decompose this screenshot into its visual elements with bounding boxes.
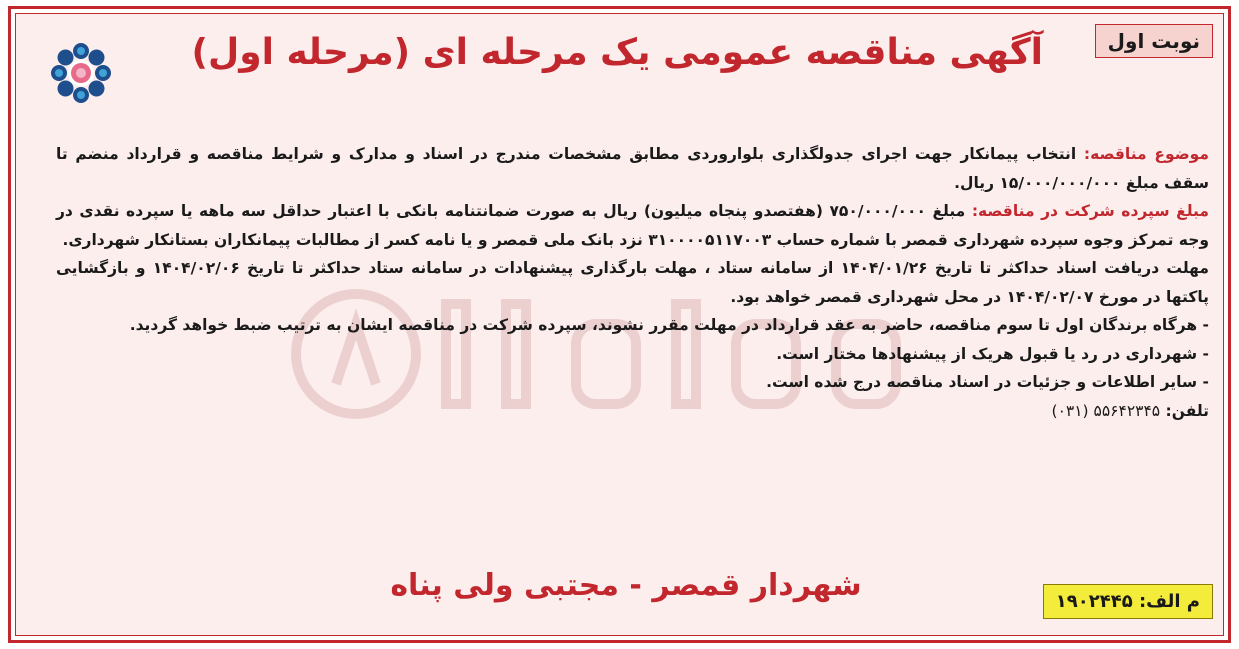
note-winners: - هرگاه برندگان اول تا سوم مناقصه، حاضر به عقد قرارداد در مهلت مقرر نشوند، سپرده شرکت در مناقصه ایشان به ترتیب ضبط خواهد گردید. (129, 316, 1209, 334)
phone-value: ۵۵۶۴۲۳۴۵ (۰۳۱) (1051, 401, 1161, 420)
phone-label: تلفن: (1165, 401, 1209, 420)
round-badge: نوبت اول (1095, 24, 1213, 58)
page-title: آگهی مناقصه عمومی یک مرحله ای (مرحله اول) (191, 32, 1043, 73)
municipality-logo-icon (46, 38, 116, 108)
deposit-label: مبلغ سپرده شرکت در مناقصه: (971, 202, 1209, 220)
note-rights: - شهرداری در رد یا قبول هریک از پیشنهادها مختار است. (776, 344, 1209, 363)
notice-panel (15, 13, 1224, 636)
subject-label: موضوع مناقصه: (1083, 145, 1209, 163)
code-badge: م الف: ۱۹۰۲۴۴۵ (1043, 584, 1213, 619)
notice-body (56, 140, 1209, 425)
signature: شهردار قمصر - مجتبی ولی پناه (390, 568, 862, 603)
notice-frame (8, 6, 1231, 643)
deposit-paragraph (56, 197, 1209, 254)
phone-line (56, 397, 1209, 426)
deposit-text: مبلغ ۷۵۰/۰۰۰/۰۰۰ (هفتصدو پنجاه میلیون) ریال به صورت ضمانتنامه بانکی با اعتبار حداقل سه ماهه یا سپرده نقدی در وجه تمرکز وجوه سپرده شهرداری قمصر با شماره حساب ۳۱۰۰۰۰۵۱۱۷۰۰۳ نزد بانک ملی قمصر و یا نامه کسر از مطالبات پیمانکاران بستانکار شهرداری. (56, 202, 1209, 249)
note-details: - سایر اطلاعات و جزئیات در اسناد مناقصه درج شده است. (766, 373, 1209, 391)
subject-text: انتخاب پیمانکار جهت اجرای جدولگذاری بلواروردی مطابق مشخصات مندرج در اسناد و مدارک و شرایط مناقصه و قرارداد منضم تا سقف مبلغ ۱۵/۰۰۰/۰۰۰/۰۰۰ ریال. (56, 145, 1209, 192)
deadline-paragraph: مهلت دریافت اسناد حداکثر تا تاریخ ۱۴۰۴/۰۱/۲۶ از سامانه ستاد ، مهلت بارگذاری پیشنهادات در سامانه ستاد حداکثر تا تاریخ ۱۴۰۴/۰۲/۰۶ و بازگشایی پاکتها در مورخ ۱۴۰۴/۰۲/۰۷ در محل شهرداری قمصر خواهد بود. (56, 259, 1209, 306)
subject-paragraph (56, 140, 1209, 197)
